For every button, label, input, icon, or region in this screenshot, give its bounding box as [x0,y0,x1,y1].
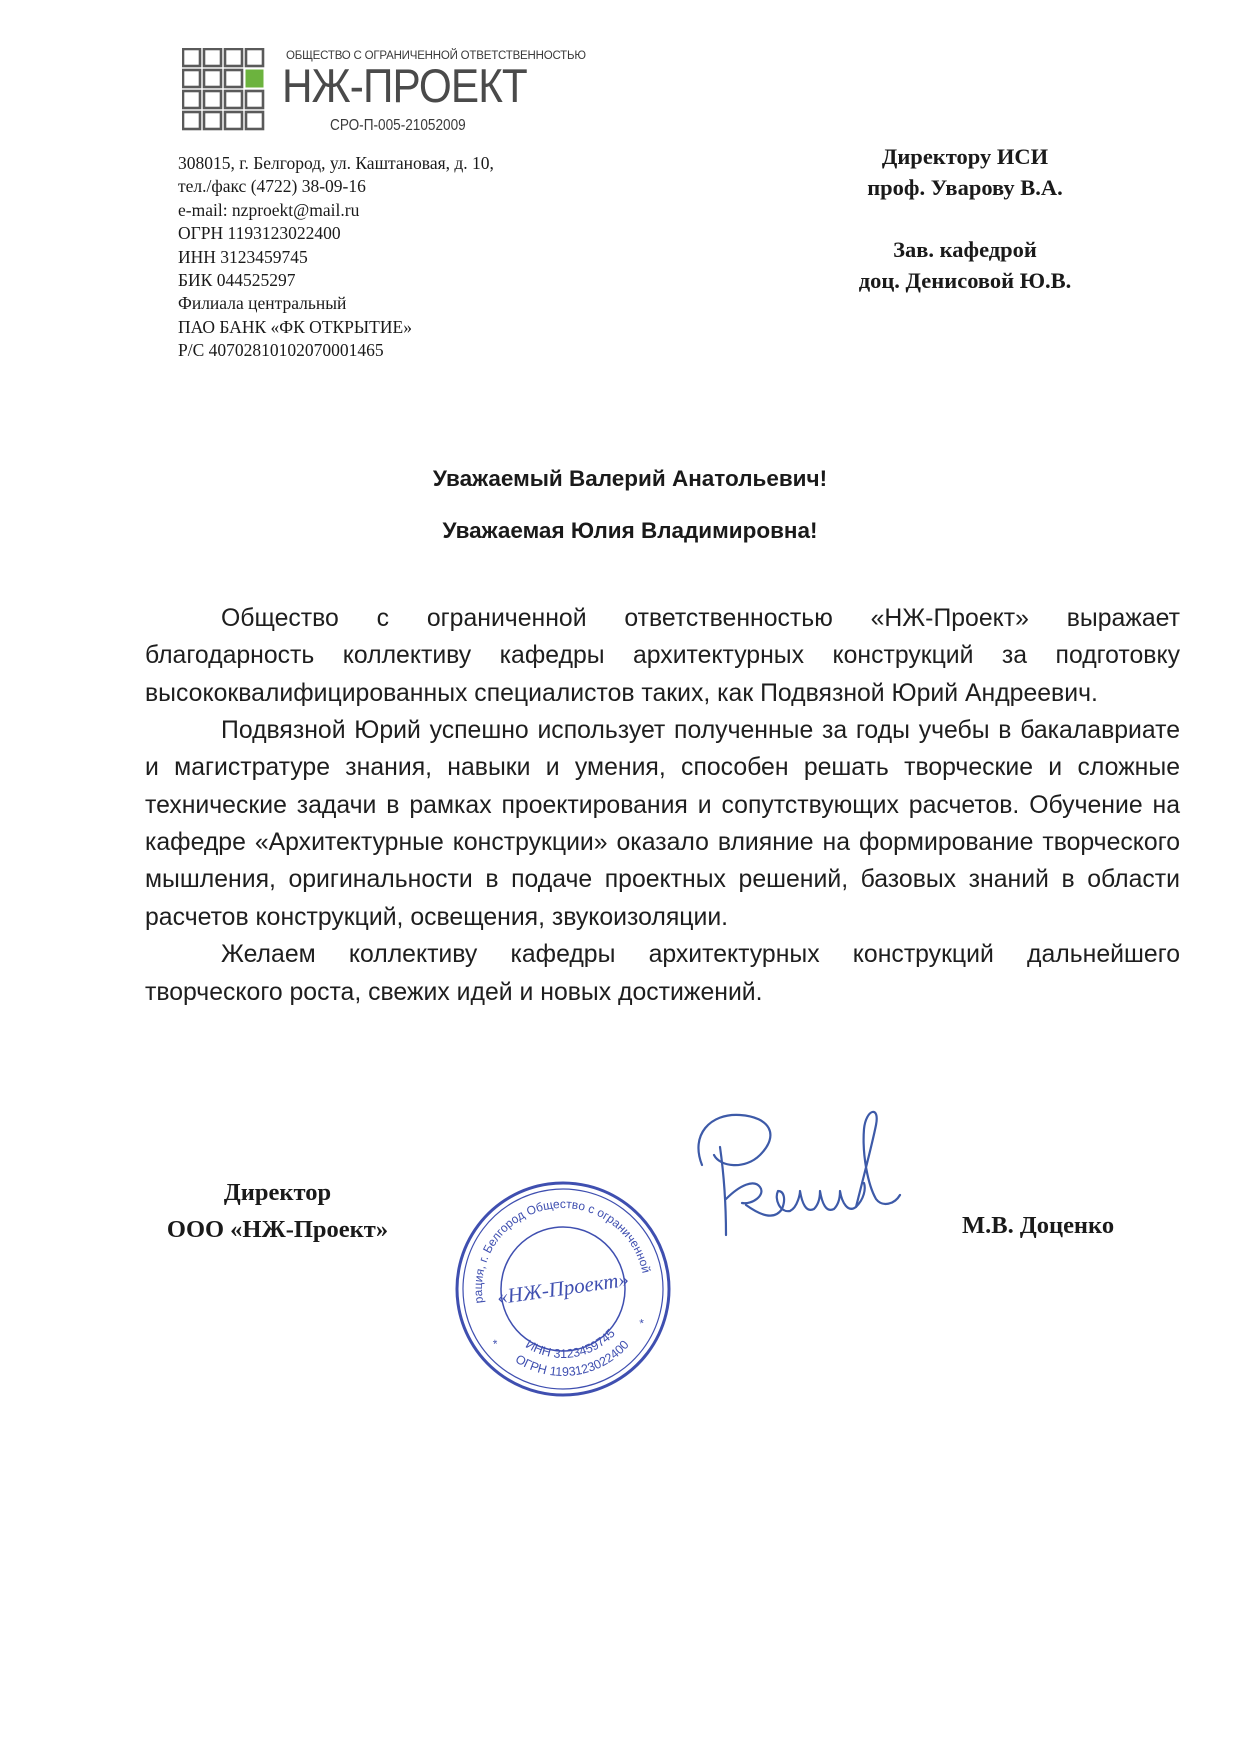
company-stamp [452,1178,674,1400]
logo-square [204,112,221,129]
logo-square [246,91,263,108]
logo-square [183,49,200,66]
logo-square [183,112,200,129]
company-logo [182,48,586,144]
stamp-outer-text: федерация, г. Белгород Общество с ограниченной [470,1196,654,1305]
logo-square [183,91,200,108]
addressee-line: Зав. кафедрой [893,237,1037,262]
handwritten-signature [650,1095,930,1275]
body-paragraph: Подвязной Юрий успешно использует полученные за годы учебы в бакалавриате и магистратуре знания, навыки и умения, способен решать творческие и сложные технические задачи в рамках проектирования и сопутствующих расчетов. Обучение на кафедре «Архитектурные конструкции» оказало влияние на формирование творческого мышления, оригинальности в подаче проектных решений, базовых знаний в области расчетов конструкций, освещения, звукоизоляции. [145,717,1180,931]
signatory-company: ООО «НЖ-Проект» [166,1216,389,1243]
requisite-bank: ПАО БАНК «ФК ОТКРЫТИЕ» [178,316,412,337]
requisite-account: Р/С 40702810102070001465 [178,340,384,361]
requisite-inn: ИНН 3123459745 [178,246,308,267]
logo-square [225,70,242,87]
logo-name: НЖ-ПРОЕКТ [282,59,527,112]
addressee-block [780,141,1150,296]
salutation-second: Уважаемая Юлия Владимировна! [442,518,818,543]
logo-square [204,91,221,108]
requisite-phone: тел./факс (4722) 38-09-16 [178,176,366,197]
body-paragraph: Общество с ограниченной ответственностью «НЖ-Проект» выражает благодарность коллективу кафедры архитектурных конструкций за подготовку высококвалифицированных специалистов таких, как Подвязной Юрий Андреевич. [145,605,1180,707]
stamp-ogrn-text: ОГРН 1193123022400 [512,1337,632,1380]
stamp-inn-text: ИНН 3123459745 [523,1326,618,1362]
signatory-position: Директор [223,1179,332,1206]
logo-square [246,112,263,129]
requisite-bik: БИК 044525297 [178,270,296,291]
logo-square [183,70,200,87]
logo-sro-number: СРО-П-005-21052009 [330,117,466,134]
logo-square [204,49,221,66]
requisite-address: 308015, г. Белгород, ул. Каштановая, д. 10, [178,153,494,173]
body-paragraph: Желаем коллективу кафедры архитектурных конструкций дальнейшего творческого роста, свежих идей и новых достижений. [145,941,1180,1006]
logo-square [225,49,242,66]
logo-square [225,112,242,129]
svg-text:*: * [638,1316,646,1331]
requisite-branch: Филиала центральный [178,293,347,314]
stamp-center-text: «НЖ-Проект» [495,1266,631,1310]
addressee-line: Директору ИСИ [881,144,1049,169]
addressee-line: проф. Уварову В.А. [867,175,1063,200]
logo-square [246,70,263,87]
company-requisites [178,152,494,363]
requisite-email: e-mail: nzproekt@mail.ru [178,199,360,220]
svg-text:*: * [492,1336,499,1352]
logo-square [225,91,242,108]
grid-logo-icon [182,48,282,132]
letter-body [145,600,1180,1011]
logo-tagline: ОБЩЕСТВО С ОГРАНИЧЕННОЙ ОТВЕТСТВЕННОСТЬЮ [286,50,586,62]
logo-square [204,70,221,87]
logo-square [246,49,263,66]
salutation-first: Уважаемый Валерий Анатольевич! [432,466,828,491]
signatory-name: М.В. Доценко [962,1212,1115,1239]
requisite-ogrn: ОГРН 1193123022400 [178,223,341,244]
signatory-title [140,1174,415,1248]
addressee-line: доц. Денисовой Ю.В. [858,268,1072,293]
